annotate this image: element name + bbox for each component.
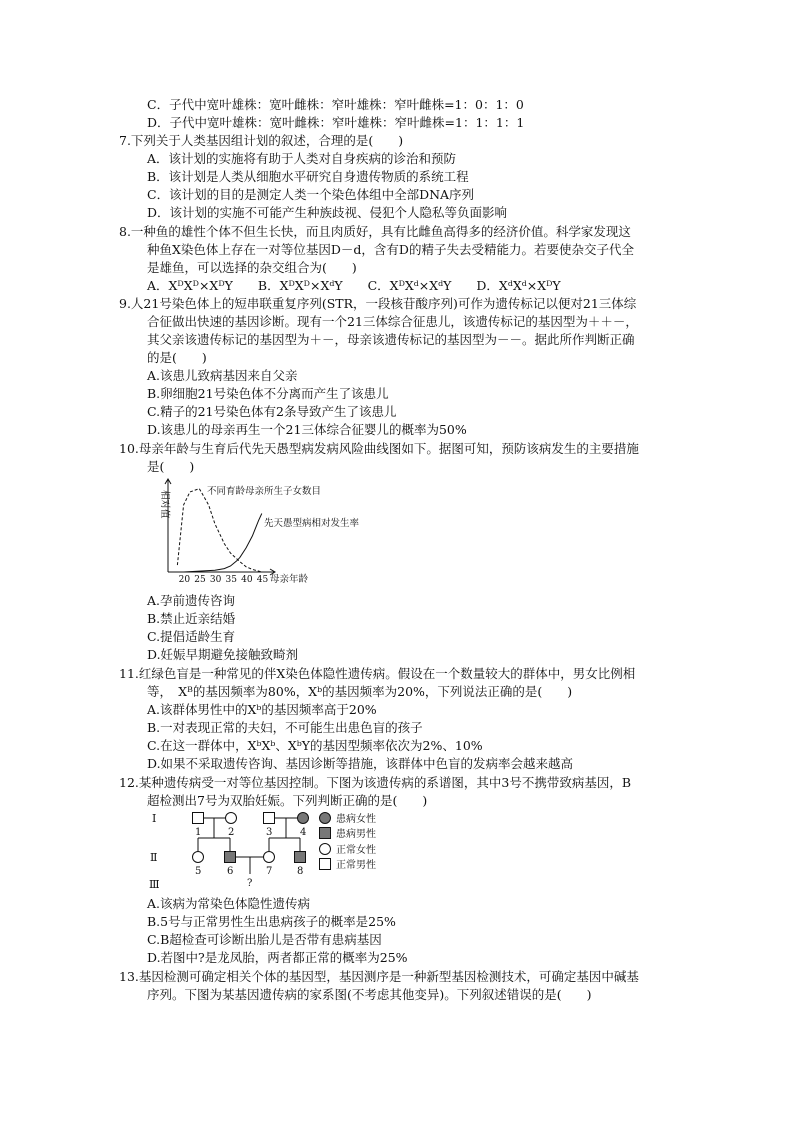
q10-option-c: C.提倡适龄生育: [147, 629, 236, 644]
q10-option-a: A.孕前遗传咨询: [147, 593, 236, 608]
series-label-rate: 先天愚型病相对发生率: [264, 518, 360, 529]
q8-stem-1: 8.一种鱼的雄性个体不但生长快，而且肉质好，具有比雌鱼高得多的经济价值。科学家发现这: [119, 224, 631, 239]
chart-text: [159, 485, 360, 585]
chart-series: [177, 489, 261, 572]
x-tick-label: 35: [225, 575, 237, 585]
q13-stem-2: 序列。下图为某基因遗传病的家系图(不考虑其他变异)。下列叙述错误的是( ): [147, 987, 592, 1002]
pedigree-chart: [140, 808, 400, 892]
q9-option-d: D.该患儿的母亲再生一个21三体综合征婴儿的概率为50%: [147, 422, 467, 437]
q7-option-d: D．该计划的实施不可能产生种族歧视、侵犯个人隐私等负面影响: [147, 205, 508, 220]
x-tick-label: 25: [194, 575, 206, 585]
member-1-male: [193, 813, 204, 824]
q9-option-a: A.该患儿致病基因来自父亲: [147, 368, 298, 383]
q12-option-a: A.该病为常染色体隐性遗传病: [147, 896, 311, 911]
gen-label-2: Ⅱ: [150, 851, 158, 864]
x-tick-label: 45: [256, 575, 269, 585]
member-number-8: 8: [297, 866, 304, 877]
q11-option-d: D.如果不采取遗传咨询、基因诊断等措施，该群体中色盲的发病率会越来越高: [147, 756, 574, 771]
q12-stem-2: 超检测出7号为双胎妊娠。下列判断正确的是( ): [147, 793, 428, 808]
legend-affected-female: 患病女性: [336, 814, 376, 825]
q10-stem-2: 是( ): [147, 459, 195, 474]
q8-stem-3: 是雄鱼，可以选择的杂交组合为( ): [147, 260, 357, 275]
births-curve: [177, 489, 261, 572]
gen-label-1: Ⅰ: [152, 812, 157, 825]
q9-stem-3: 其父亲该遗传标记的基因型为＋－，母亲该遗传标记的基因型为－－。据此所作判断正确: [147, 332, 635, 347]
q11-option-c: C.在这一群体中，XᵇXᵇ、XᵇY的基因型频率依次为2%、10%: [147, 738, 483, 753]
y-axis-label: 相对值: [159, 490, 170, 519]
q9-option-b: B.卵细胞21号染色体不分离而产生了该患儿: [147, 386, 389, 401]
member-5-female: [193, 852, 204, 863]
q10-option-d: D.妊娠早期避免接触致畸剂: [147, 647, 299, 662]
legend-normal-male: 正常男性: [336, 860, 376, 871]
q8-options: A．XᴰXᴰ×XᴰY B．XᴰXᴰ×XᵈY C．XᴰXᵈ×XᵈY D．XᵈXᵈ×XᴰY: [147, 278, 561, 293]
q12-option-b: B.5号与正常男性生出患病孩子的概率是25%: [147, 914, 396, 929]
q9-stem-4: 的是( ): [147, 350, 207, 365]
q12-option-c: C.B超检查可诊断出胎儿是否带有患病基因: [147, 932, 382, 947]
member-number-4: 4: [300, 827, 307, 838]
q9-option-c: C.精子的21号染色体有2条导致产生了该患儿: [147, 404, 397, 419]
x-tick-label: 30: [209, 575, 222, 585]
member-2-female: [226, 813, 237, 824]
q8-stem-2: 种鱼X染色体上存在一对等位基因D－d，含有D的精子失去受精能力。若要使杂交子代全: [147, 242, 634, 257]
q11-stem-2: 等， Xᴮ的基因频率为80%，Xᵇ的基因频率为20%，下列说法正确的是( ): [147, 684, 573, 699]
q11-option-a: A.该群体男性中的Xᵇ的基因频率高于20%: [147, 702, 377, 717]
member-number-2: 2: [228, 827, 235, 838]
x-axis-label: 母亲年龄: [270, 574, 309, 585]
member-7-female: [264, 852, 275, 863]
series-label-births: 不同育龄母亲所生子女数目: [207, 486, 322, 497]
member-number-5: 5: [195, 866, 202, 877]
member-number-1: 1: [195, 827, 202, 838]
q9-stem-1: 9.人21号染色体上的短串联重复序列(STR，一段核苷酸序列)可作为遗传标记以便对21三体综: [119, 296, 637, 311]
x-tick-label: 20: [178, 575, 191, 585]
q11-stem-1: 11.红绿色盲是一种常见的伴X染色体隐性遗传病。假设在一个数量较大的群体中，男女比例相: [119, 666, 636, 681]
q9-stem-2: 合征做出快速的基因诊断。现有一个21三体综合征患儿，该遗传标记的基因型为＋＋－，: [147, 314, 638, 329]
member-6-affected-male: [225, 852, 236, 863]
member-number-3: 3: [266, 827, 273, 838]
legend-normal-female: 正常女性: [336, 845, 376, 856]
maternal-age-chart: [140, 476, 390, 588]
q12-stem-1: 12.某种遗传病受一对等位基因控制。下图为该遗传病的系谱图，其中3号不携带致病基因，B: [119, 775, 632, 790]
q7-option-c: C．该计划的目的是测定人类一个染色体组中全部DNA序列: [147, 187, 475, 202]
q13-stem-1: 13.基因检测可确定相关个体的基因型，基因测序是一种新型基因检测技术，可确定基因中碱基: [119, 969, 639, 984]
legend-affected-male: 患病男性: [336, 829, 376, 840]
q11-option-b: B.一对表现正常的夫妇，不可能生出患色盲的孩子: [147, 720, 423, 735]
member-8-affected-male: [295, 852, 306, 863]
member-4-affected-female: [298, 813, 309, 824]
q10-option-b: B.禁止近亲结婚: [147, 611, 236, 626]
q12-option-d: D.若图中?是龙凤胎，两者都正常的概率为25%: [147, 950, 408, 965]
x-tick-label: 40: [241, 575, 253, 585]
q10-stem-1: 10.母亲年龄与生育后代先天愚型病发病风险曲线图如下。据图可知，预防该病发生的主要措施: [119, 441, 639, 456]
down-syndrome-rate-curve: [177, 514, 261, 573]
q7-option-a: A．该计划的实施将有助于人类对自身疾病的诊治和预防: [147, 151, 457, 166]
unknown-offspring: ?: [247, 878, 253, 889]
q7-option-b: B．该计划是人类从细胞水平研究自身遗传物质的系统工程: [147, 169, 469, 184]
member-3-male: [264, 813, 275, 824]
q7-stem: 7.下列关于人类基因组计划的叙述，合理的是( ): [119, 133, 404, 148]
q6-option-c: C．子代中宽叶雄株：宽叶雌株：窄叶雄株：窄叶雌株=1：0：1：0: [147, 97, 524, 112]
gen-label-3: Ⅲ: [149, 878, 160, 891]
q6-option-d: D．子代中宽叶雄株：宽叶雌株：窄叶雄株：窄叶雌株=1：1：1：1: [147, 115, 525, 130]
member-number-7: 7: [266, 866, 273, 877]
member-number-6: 6: [227, 866, 234, 877]
